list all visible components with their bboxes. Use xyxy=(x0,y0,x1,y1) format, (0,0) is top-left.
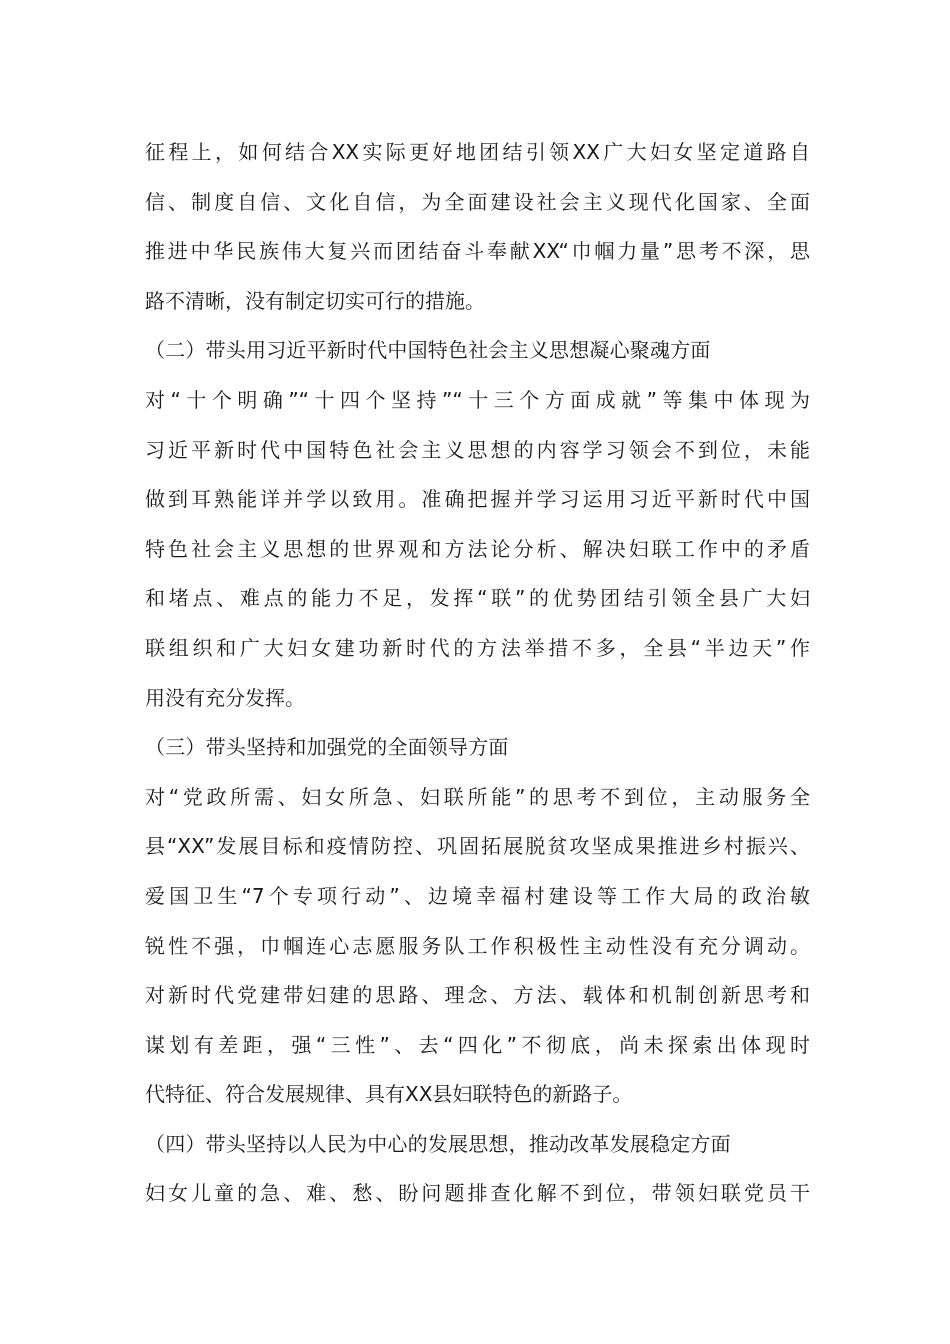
text-line: 爱国卫生“7个专项行动”、边境幸福村建设等工作大局的政治敏 xyxy=(145,883,810,908)
section-heading-2: （二）带头用习近平新时代中国特色社会主义思想凝心聚魂方面 xyxy=(145,338,711,363)
text-line: 习近平新时代中国特色社会主义思想的内容学习领会不到位，未能 xyxy=(145,437,810,462)
text-line: 县“XX”发展目标和疫情防控、巩固拓展脱贫攻坚成果推进乡村振兴、 xyxy=(145,834,810,859)
text-line: 锐性不强，巾帼连心志愿服务队工作积极性主动性没有充分调动。 xyxy=(145,933,810,958)
section-heading-3: （三）带头坚持和加强党的全面领导方面 xyxy=(145,735,509,760)
section-heading-4: （四）带头坚持以人民为中心的发展思想，推动改革发展稳定方面 xyxy=(145,1131,731,1156)
document-body xyxy=(145,128,810,1219)
text-line: 对新时代党建带妇建的思路、理念、方法、载体和机制创新思考和 xyxy=(145,983,810,1008)
text-line: 征程上，如何结合XX实际更好地团结引领XX广大妇女坚定道路自 xyxy=(145,140,810,164)
text-line: 妇女儿童的急、难、愁、盼问题排查化解不到位，带领妇联党员干 xyxy=(145,1181,810,1206)
text-line: 联组织和广大妇女建功新时代的方法举措不多，全县“半边天”作 xyxy=(145,635,810,660)
text-line: 谋划有差距，强“三性”、去“四化”不彻底，尚未探索出体现时 xyxy=(145,1032,810,1057)
text-line: 路不清晰，没有制定切实可行的措施。 xyxy=(145,288,485,313)
text-line: 信、制度自信、文化自信，为全面建设社会主义现代化国家、全面 xyxy=(145,189,810,214)
text-line: 推进中华民族伟大复兴而团结奋斗奉献XX“巾帼力量”思考不深，思 xyxy=(145,239,810,264)
text-line: 特色社会主义思想的世界观和方法论分析、解决妇联工作中的矛盾 xyxy=(145,536,810,561)
text-line: 代特征、符合发展规律、具有XX县妇联特色的新路子。 xyxy=(145,1082,633,1107)
text-line: 和堵点、难点的能力不足，发挥“联”的优势团结引领全县广大妇 xyxy=(145,586,810,611)
text-line: 用没有充分发挥。 xyxy=(145,685,305,710)
text-line: 对“党政所需、妇女所急、妇联所能”的思考不到位，主动服务全 xyxy=(145,784,810,809)
text-line: 对“十个明确”“十四个坚持”“十三个方面成就”等集中体现为 xyxy=(145,387,810,412)
text-line: 做到耳熟能详并学以致用。准确把握并学习运用习近平新时代中国 xyxy=(145,487,810,512)
